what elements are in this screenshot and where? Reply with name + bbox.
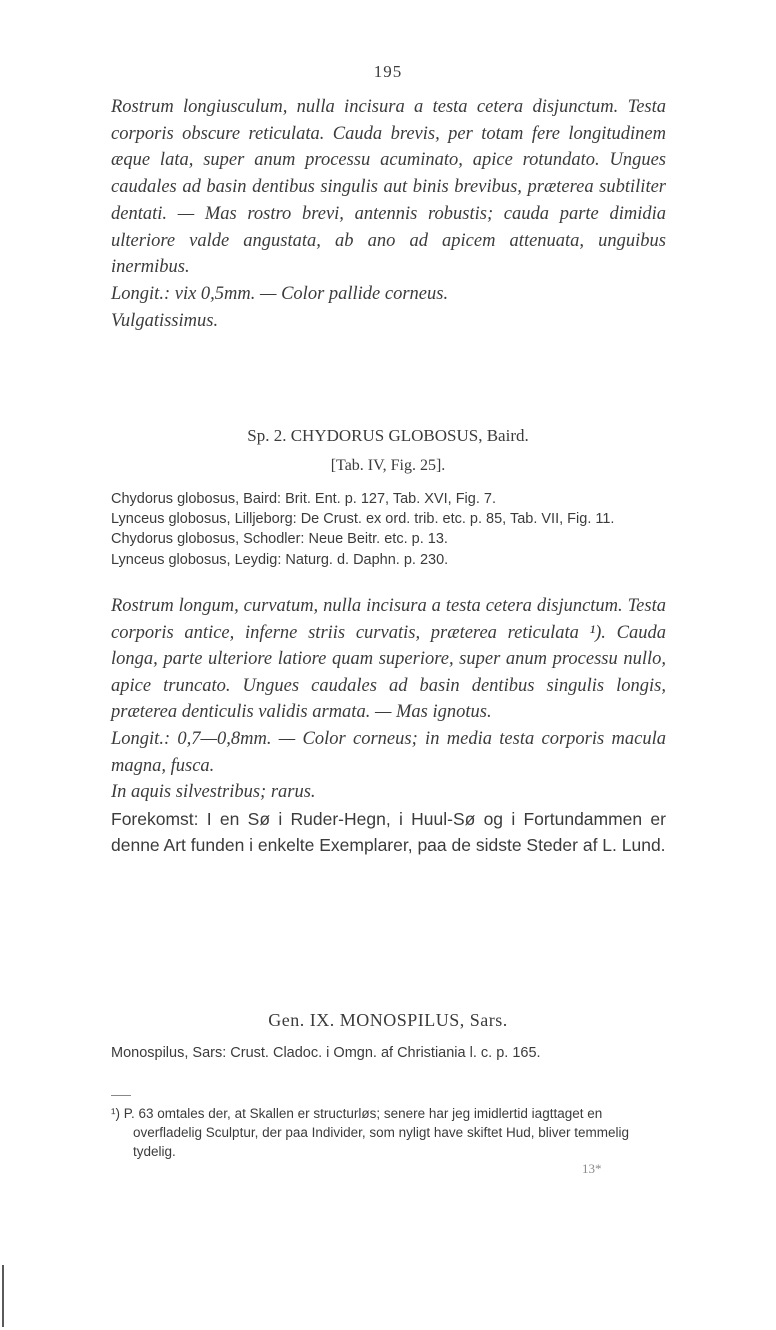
footnote-text: ¹) P. 63 omtales der, at Skallen er structurløs; senere har jeg imidlertid iagttaget en overfladelig Sculptur, der paa Individer, som nyligt have skiftet Hud, bliver temmelig tydelig. — [111, 1106, 629, 1160]
synonym-entry: Lynceus globosus, Leydig: Naturg. d. Daphn. p. 230. — [111, 551, 449, 568]
genus-synonym-list — [111, 1043, 666, 1064]
measurement: Longit.: 0,7—0,8mm. — Color corneus; in media testa corporis macula magna, fusca. — [111, 728, 666, 776]
species-heading: Sp. 2. CHYDORUS GLOBOSUS, Baird. — [247, 426, 529, 445]
synonym-entry: Chydorus globosus, Schodler: Neue Beitr. etc. p. 13. — [111, 531, 448, 548]
habitat-prev: Vulgatissimus. — [111, 310, 219, 331]
synonym-list — [111, 489, 666, 570]
previous-species-description — [111, 94, 666, 334]
footnote — [111, 1104, 666, 1162]
habitat: In aquis silvestribus; rarus. — [111, 782, 316, 803]
footnote-rule — [111, 1095, 131, 1096]
latin-description: Rostrum longum, curvatum, nulla incisura a testa cetera disjunctum. Testa corporis antice, inferne striis curvatis, præterea reticulata ¹). Cauda longa, parte ulteriore latiore quam superiore, super anum processu nullo, apice truncato. Ungues caudales ad basin dentibus singulis longis, præterea denticulis validis armata. — Mas ignotus. — [111, 596, 666, 723]
synonym-entry: Lynceus globosus, Lilljeborg: De Crust. ex ord. trib. etc. p. 85, Tab. VII, Fig. 11. — [111, 511, 615, 528]
page-number: 195 — [373, 62, 403, 81]
occurrence-note: Forekomst: I en Sø i Ruder-Hegn, i Huul-Sø og i Fortundammen er denne Art funden i enkelte Exemplarer, paa de sidste Steder af L. Lund. — [111, 808, 666, 856]
species-plate-ref: [Tab. IV, Fig. 25]. — [330, 457, 446, 474]
signature-mark: 13* — [582, 1161, 602, 1176]
latin-description-prev: Rostrum longiusculum, nulla incisura a testa cetera disjunctum. Testa corporis obscure reticulata. Cauda brevis, per totam fere longitudinem æque lata, super anum processu acuminato, apice rotundato. Ungues caudales ad basin dentibus singulis aut binis brevibus, præterea subtiliter dentati. — Mas rostro brevi, antennis robustis; cauda parte dimidia ulteriore valde angustata, ab ano ad apicem attenuata, unguibus inermibus. — [111, 97, 666, 278]
species-description — [111, 593, 666, 859]
synonym-entry: Chydorus globosus, Baird: Brit. Ent. p. 127, Tab. XVI, Fig. 7. — [111, 491, 496, 507]
genus-synonym-entry: Monospilus, Sars: Crust. Cladoc. i Omgn. af Christiania l. c. p. 165. — [111, 1045, 541, 1061]
measurement-prev: Longit.: vix 0,5mm. — Color pallide corneus. — [111, 283, 449, 304]
genus-heading: Gen. IX. MONOSPILUS, Sars. — [268, 1010, 508, 1030]
page-edge-line — [2, 1265, 4, 1327]
